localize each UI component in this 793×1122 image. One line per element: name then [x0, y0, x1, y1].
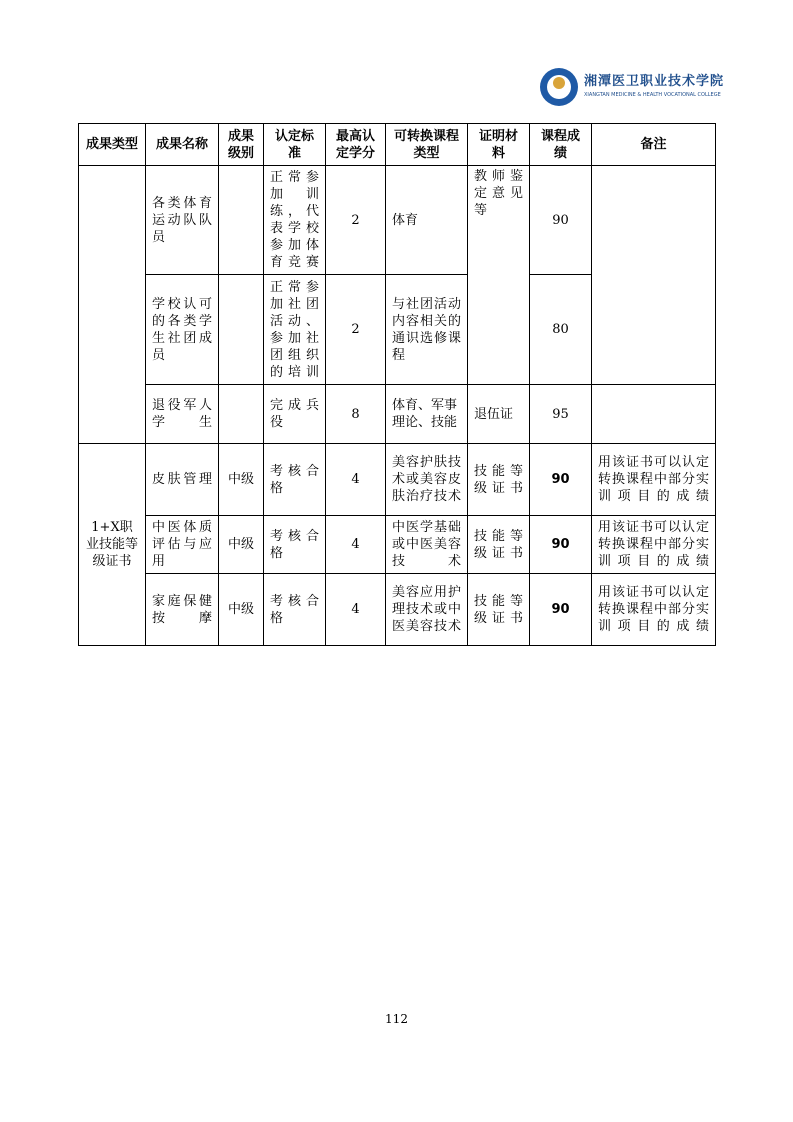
course-score: 80 — [530, 275, 592, 385]
max-credits: 2 — [326, 166, 386, 275]
course-score: 90 — [530, 166, 592, 275]
emblem-center — [553, 77, 565, 89]
course-score: 90 — [530, 574, 592, 646]
course-type: 体育、军事理论、技能 — [386, 385, 468, 444]
course-type: 体育 — [386, 166, 468, 275]
standard: 完成兵役 — [264, 385, 326, 444]
achievement-name: 中医体质评估与应用 — [146, 516, 219, 574]
header-cell: 课程成绩 — [530, 124, 592, 166]
achievement-name: 各类体育运动队队员 — [146, 166, 219, 275]
evidence: 技能等级证书 — [468, 574, 530, 646]
standard: 考核合格 — [264, 574, 326, 646]
category-cell: 1+X职业技能等级证书 — [79, 444, 146, 646]
evidence: 技能等级证书 — [468, 444, 530, 516]
note: 用该证书可以认定转换课程中部分实训项目的成绩 — [592, 444, 716, 516]
header-cell: 最高认定学分 — [326, 124, 386, 166]
achievement-level — [219, 166, 264, 275]
note — [592, 166, 716, 385]
header-cell: 认定标准 — [264, 124, 326, 166]
standard: 正常参加社团活动、参加社团组织的培训 — [264, 275, 326, 385]
max-credits: 4 — [326, 574, 386, 646]
achievement-level — [219, 275, 264, 385]
course-score: 90 — [530, 444, 592, 516]
course-type: 美容护肤技术或美容皮肤治疗技术 — [386, 444, 468, 516]
course-score: 90 — [530, 516, 592, 574]
table-row — [79, 166, 716, 275]
achievement-level: 中级 — [219, 444, 264, 516]
achievement-level: 中级 — [219, 574, 264, 646]
note: 用该证书可以认定转换课程中部分实训项目的成绩 — [592, 516, 716, 574]
max-credits: 2 — [326, 275, 386, 385]
evidence: 技能等级证书 — [468, 516, 530, 574]
course-type: 美容应用护理技术或中医美容技术 — [386, 574, 468, 646]
note: 用该证书可以认定转换课程中部分实训项目的成绩 — [592, 574, 716, 646]
table-header-row — [79, 124, 716, 166]
table-row — [79, 516, 716, 574]
course-score: 95 — [530, 385, 592, 444]
logo-college-name: 湘潭医卫职业技术学院 — [584, 74, 725, 89]
table-row — [79, 444, 716, 516]
header-cell: 可转换课程类型 — [386, 124, 468, 166]
achievement-name: 退役军人学生 — [146, 385, 219, 444]
evidence: 退伍证 — [468, 385, 530, 444]
achievement-level — [219, 385, 264, 444]
achievement-name: 学校认可的各类学生社团成员 — [146, 275, 219, 385]
course-type: 中医学基础或中医美容技术 — [386, 516, 468, 574]
header-cell: 成果级别 — [219, 124, 264, 166]
standard: 考核合格 — [264, 444, 326, 516]
header-cell: 成果名称 — [146, 124, 219, 166]
evidence: 教师鉴定意见等 — [468, 166, 530, 385]
max-credits: 8 — [326, 385, 386, 444]
table-row — [79, 574, 716, 646]
achievement-level: 中级 — [219, 516, 264, 574]
table-row — [79, 385, 716, 444]
standard: 正常参加训练，代表学校参加体育竞赛 — [264, 166, 326, 275]
category-cell — [79, 166, 146, 444]
standard: 考核合格 — [264, 516, 326, 574]
max-credits: 4 — [326, 516, 386, 574]
page-number: 112 — [385, 1012, 408, 1026]
course-type: 与社团活动内容相关的通识选修课程 — [386, 275, 468, 385]
achievement-name: 皮肤管理 — [146, 444, 219, 516]
college-logo — [540, 64, 730, 112]
logo-college-english: XIANGTAN MEDICINE & HEALTH VOCATIONAL COLLEGE — [584, 92, 721, 98]
header-cell: 成果类型 — [79, 124, 146, 166]
achievement-name: 家庭保健按摩 — [146, 574, 219, 646]
header-cell: 备注 — [592, 124, 716, 166]
achievement-conversion-table — [78, 123, 716, 646]
header-cell: 证明材料 — [468, 124, 530, 166]
note — [592, 385, 716, 444]
max-credits: 4 — [326, 444, 386, 516]
